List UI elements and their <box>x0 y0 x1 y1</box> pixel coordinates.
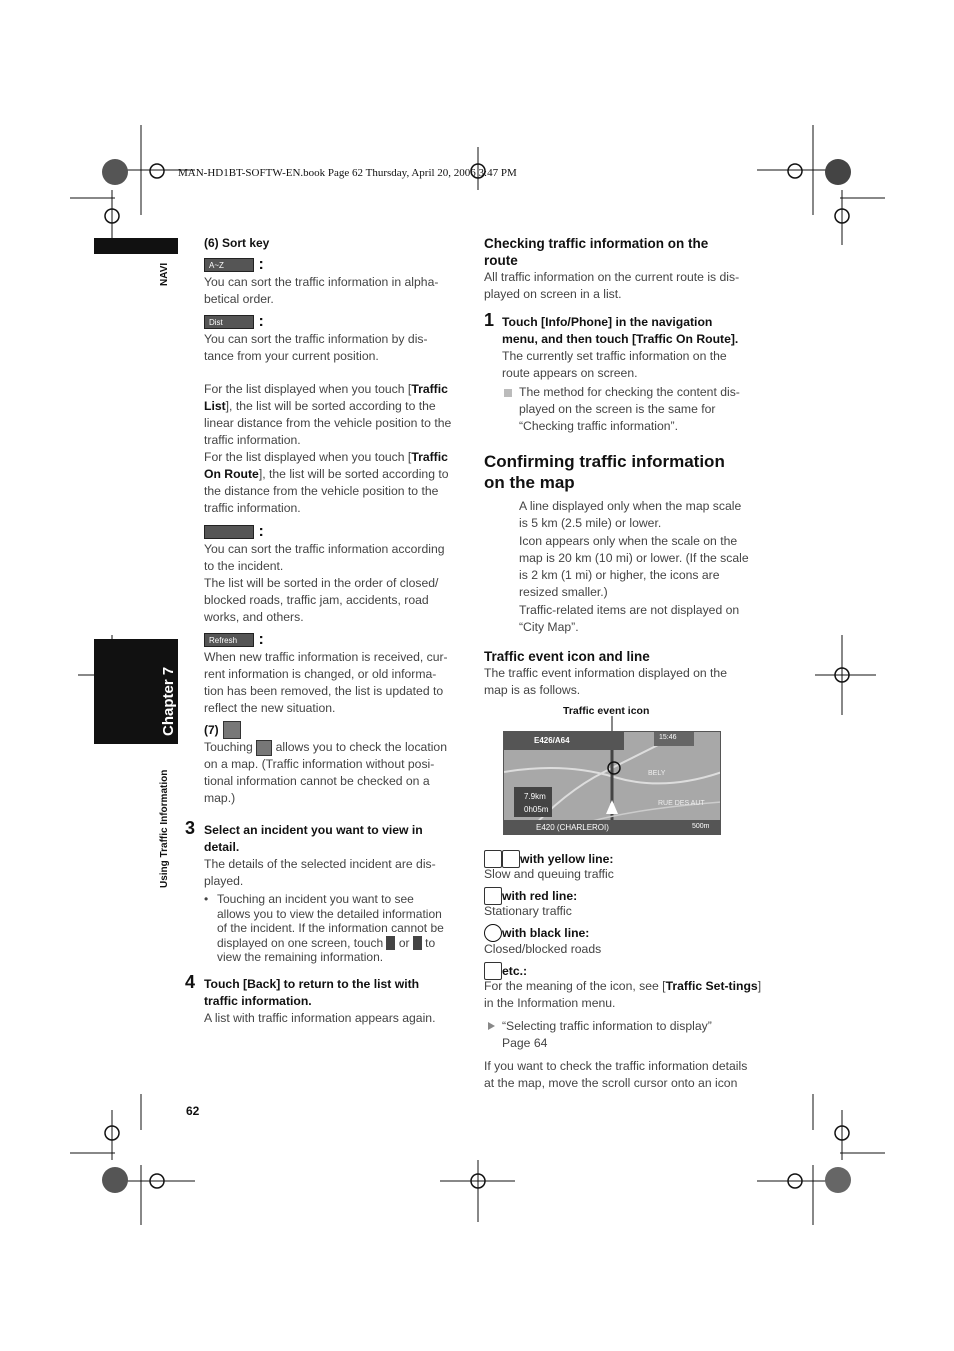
list-para-1 <box>204 381 462 449</box>
confirm-heading <box>484 451 764 493</box>
line: tion has been removed, the list is updated to <box>204 684 444 698</box>
step-4-text <box>204 976 462 1010</box>
az-desc-line: betical order. <box>204 292 274 306</box>
line: The currently set traffic information on the <box>502 349 727 363</box>
step-3-number: 3 <box>185 818 196 838</box>
map-roads <box>504 732 721 835</box>
colon: : <box>254 523 264 540</box>
line: Traffic-related items are not displayed on <box>519 603 740 617</box>
line: route <box>484 253 518 268</box>
closed-road-icon <box>484 924 502 942</box>
red-desc: Stationary traffic <box>484 904 572 919</box>
navi-tab-bar <box>94 238 178 254</box>
line: tional information cannot be checked on a <box>204 774 430 789</box>
text: ] in the Information menu. <box>484 978 762 1010</box>
event-section <box>484 648 764 699</box>
text: allows you to check the location <box>275 740 447 755</box>
map-street: RUE DES AUT <box>658 800 705 807</box>
line: at the map, move the scroll cursor onto an icon <box>484 1075 738 1090</box>
yellow-label: with yellow line: <box>520 852 614 867</box>
line: played on the screen is the same for <box>519 402 716 416</box>
red-label: with red line: <box>502 889 578 904</box>
event-desc <box>484 665 764 699</box>
black-label: with black line: <box>502 926 590 941</box>
map-icon <box>223 721 241 739</box>
page-reference <box>484 1018 764 1052</box>
incident-desc <box>204 541 462 626</box>
text: or <box>398 935 410 950</box>
line: reflect the new situation. <box>204 701 336 715</box>
text: ], the list will be sorted according to the distance from the vehicle position to the traffic information. <box>204 467 449 515</box>
scroll-down-icon <box>386 936 395 950</box>
step-4-desc: A list with traffic information appears again. <box>204 1011 436 1025</box>
text: For the list displayed when you touch [ <box>204 450 412 464</box>
line: The method for checking the content dis- <box>519 385 740 399</box>
line: Select an incident you want to view in <box>204 823 423 837</box>
step-1-number: 1 <box>484 310 495 330</box>
dist-desc <box>204 331 462 365</box>
sort-key-heading: (6) Sort key <box>204 236 270 250</box>
line: view the remaining information. <box>217 950 384 965</box>
line: Touch [Info/Phone] in the navigation <box>502 315 713 329</box>
line: traffic information. <box>204 994 312 1008</box>
line: map.) <box>204 791 236 806</box>
line: A line displayed only when the map scale <box>519 499 742 513</box>
line: map is 20 km (10 mi) or lower. (If the scale <box>519 551 749 565</box>
map-scale: 500m <box>692 823 710 830</box>
item7-heading: (7) <box>204 723 219 738</box>
line: Icon appears only when the scale on the <box>519 534 738 548</box>
black-desc: Closed/blocked roads <box>484 941 602 956</box>
colon: : <box>254 631 264 648</box>
etc-desc <box>484 978 764 1012</box>
line: If you want to check the traffic information details <box>484 1058 748 1073</box>
step-1-desc <box>502 348 767 382</box>
page-number: 62 <box>186 1104 200 1118</box>
bullet: • <box>204 892 209 906</box>
step-1 <box>502 314 767 435</box>
list-para-2 <box>204 449 462 517</box>
line: The traffic event information displayed on the <box>484 666 727 680</box>
step-3 <box>204 822 462 965</box>
section-label: Using Traffic Information <box>159 769 170 888</box>
refresh-key-label: Refresh <box>209 635 238 645</box>
bold-text: Traffic Set-tings <box>665 978 758 993</box>
line: map is as follows. <box>484 683 581 697</box>
line: on a map. (Traffic information without posi- <box>204 757 435 772</box>
map-dist2: 0h05m <box>524 805 549 814</box>
line: Touch [Back] to return to the list with <box>204 977 420 991</box>
note <box>519 602 769 636</box>
text: For the list displayed when you touch [ <box>204 382 412 396</box>
map-icon <box>256 740 272 756</box>
line: resized smaller.) <box>519 585 608 599</box>
line: detail. <box>204 840 240 854</box>
check-heading <box>484 235 764 269</box>
dist-key-icon <box>204 315 254 329</box>
icon-legend <box>484 850 764 1092</box>
step-3-text <box>204 822 462 856</box>
chapter-label: Chapter 7 <box>160 666 177 736</box>
text: For the meaning of the icon, see [ <box>484 978 666 993</box>
refresh-key-icon <box>204 633 254 647</box>
line: Checking traffic information on the <box>484 236 709 251</box>
step-1-text <box>502 314 767 348</box>
step-1-note <box>502 384 767 435</box>
book-header: MAN-HD1BT-SOFTW-EN.book Page 62 Thursday, April 20, 2006 3:47 PM <box>178 167 517 179</box>
note <box>519 498 769 532</box>
confirm-notes <box>519 498 769 636</box>
line: blocked roads, traffic jam, accidents, road <box>204 593 429 607</box>
item7-desc <box>204 739 462 807</box>
line: “City Map”. <box>519 620 579 634</box>
refresh-desc <box>204 649 462 717</box>
line: Touching an incident you want to see <box>217 892 414 906</box>
check-desc <box>484 269 764 303</box>
yellow-desc: Slow and queuing traffic <box>484 867 614 882</box>
az-key-icon <box>204 258 254 272</box>
note <box>519 533 769 601</box>
line: menu, and then touch [Traffic On Route]. <box>502 332 739 346</box>
map-screenshot <box>503 731 721 835</box>
az-desc <box>204 274 462 308</box>
event-heading: Traffic event icon and line <box>484 649 650 664</box>
line: You can sort the traffic information according <box>204 542 445 556</box>
line: of the incident. If the information cannot be <box>217 921 444 935</box>
left-column <box>204 235 462 807</box>
line: is 5 km (2.5 mile) or lower. <box>519 516 662 530</box>
map-dist1: 7.9km <box>524 792 546 801</box>
line: The details of the selected incident are dis- <box>204 857 436 871</box>
bold-text: Traffic On Route <box>204 450 448 481</box>
step-3-bullet <box>204 892 462 965</box>
text: displayed on one screen, touch <box>217 935 384 950</box>
line: rent information is changed, or old informa- <box>204 667 437 681</box>
map-road-bottom: E420 (CHARLEROI) <box>536 823 609 832</box>
text: to <box>425 935 436 950</box>
final-para <box>484 1058 764 1092</box>
line: All traffic information on the current route is dis- <box>484 270 740 284</box>
line: When new traffic information is received, cur- <box>204 650 448 664</box>
line: route appears on screen. <box>502 366 638 380</box>
colon: : <box>254 313 264 330</box>
bold-text: Traffic List <box>204 382 448 413</box>
line: works, and others. <box>204 610 304 624</box>
line: allows you to view the detailed information <box>217 906 442 921</box>
navi-label: NAVI <box>159 262 170 286</box>
line: on the map <box>484 473 575 492</box>
map-place: BELY <box>648 770 666 777</box>
line: The list will be sorted in the order of closed/ <box>204 576 439 590</box>
figure-caption: Traffic event icon <box>563 705 650 717</box>
line: played. <box>204 874 244 888</box>
etc-label: etc.: <box>502 963 528 978</box>
dist-desc-line: tance from your current position. <box>204 349 379 363</box>
map-road-top: E426/A64 <box>534 736 570 745</box>
step-3-desc <box>204 856 462 890</box>
right-column-top <box>484 235 764 303</box>
line: Confirming traffic information <box>484 452 725 471</box>
scroll-up-icon <box>413 936 422 950</box>
step-4 <box>204 976 462 1027</box>
map-time: 15:46 <box>659 734 677 741</box>
line: “Selecting traffic information to display” <box>502 1018 712 1033</box>
reference-arrow-icon <box>488 1022 495 1030</box>
line: “Checking traffic information”. <box>519 419 678 433</box>
line: played on screen in a list. <box>484 287 622 301</box>
dist-desc-line: You can sort the traffic information by dis- <box>204 332 428 346</box>
dist-key-label: Dist <box>209 317 223 327</box>
az-desc-line: You can sort the traffic information in alpha- <box>204 275 439 289</box>
note-icon <box>504 389 512 397</box>
text: Touching <box>204 740 253 755</box>
step-4-number: 4 <box>185 972 196 992</box>
colon: : <box>254 256 264 273</box>
incident-key-icon <box>204 525 254 539</box>
line: Page 64 <box>502 1035 548 1050</box>
line: is 2 km (1 mi) or higher, the icons are <box>519 568 720 582</box>
line: to the incident. <box>204 559 284 573</box>
az-key-label: A~Z <box>209 260 224 270</box>
text: ], the list will be sorted according to the linear distance from the vehicle position to the traffic information. <box>204 399 452 447</box>
